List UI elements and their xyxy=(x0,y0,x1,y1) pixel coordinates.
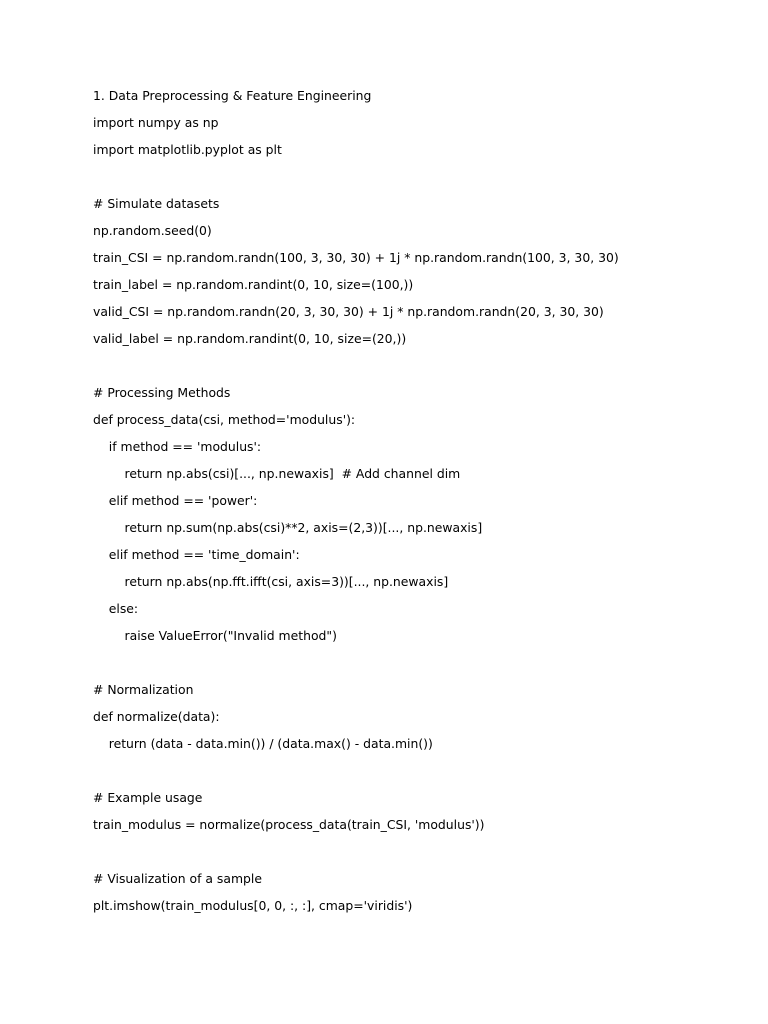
blank-line xyxy=(93,167,733,194)
code-line-if-modulus: if method == 'modulus': xyxy=(93,439,262,454)
comment-simulate-datasets: # Simulate datasets xyxy=(93,196,220,211)
code-line-valid-label: valid_label = np.random.randint(0, 10, size=(20,)) xyxy=(93,331,407,346)
code-line-return-modulus: return np.abs(csi)[..., np.newaxis] # Add channel dim xyxy=(93,466,461,481)
code-line-imshow: plt.imshow(train_modulus[0, 0, :, :], cmap='viridis') xyxy=(93,898,413,913)
code-line-return-power: return np.sum(np.abs(csi)**2, axis=(2,3))[..., np.newaxis] xyxy=(93,520,483,535)
document-body xyxy=(93,86,733,923)
section-heading: 1. Data Preprocessing & Feature Engineering xyxy=(93,88,372,103)
blank-line xyxy=(93,653,733,680)
blank-line xyxy=(93,356,733,383)
comment-visualization: # Visualization of a sample xyxy=(93,871,262,886)
comment-normalization: # Normalization xyxy=(93,682,194,697)
blank-line xyxy=(93,761,733,788)
code-line-elif-power: elif method == 'power': xyxy=(93,493,258,508)
code-line-valid-csi: valid_CSI = np.random.randn(20, 3, 30, 30) + 1j * np.random.randn(20, 3, 30, 30) xyxy=(93,304,604,319)
code-line-def-normalize: def normalize(data): xyxy=(93,709,220,724)
code-line-raise-error: raise ValueError("Invalid method") xyxy=(93,628,337,643)
code-line-return-time-domain: return np.abs(np.fft.ifft(csi, axis=3))[..., np.newaxis] xyxy=(93,574,449,589)
code-line-import-numpy: import numpy as np xyxy=(93,115,219,130)
code-line-elif-time-domain: elif method == 'time_domain': xyxy=(93,547,300,562)
blank-line xyxy=(93,842,733,869)
code-line-else: else: xyxy=(93,601,139,616)
code-line-train-modulus: train_modulus = normalize(process_data(train_CSI, 'modulus')) xyxy=(93,817,485,832)
code-line-return-normalize: return (data - data.min()) / (data.max() - data.min()) xyxy=(93,736,433,751)
comment-processing-methods: # Processing Methods xyxy=(93,385,231,400)
code-line-def-process-data: def process_data(csi, method='modulus'): xyxy=(93,412,356,427)
code-line-import-matplotlib: import matplotlib.pyplot as plt xyxy=(93,142,282,157)
comment-example-usage: # Example usage xyxy=(93,790,203,805)
code-line-train-csi: train_CSI = np.random.randn(100, 3, 30, 30) + 1j * np.random.randn(100, 3, 30, 30) xyxy=(93,250,619,265)
code-line-random-seed: np.random.seed(0) xyxy=(93,223,212,238)
code-line-train-label: train_label = np.random.randint(0, 10, size=(100,)) xyxy=(93,277,414,292)
